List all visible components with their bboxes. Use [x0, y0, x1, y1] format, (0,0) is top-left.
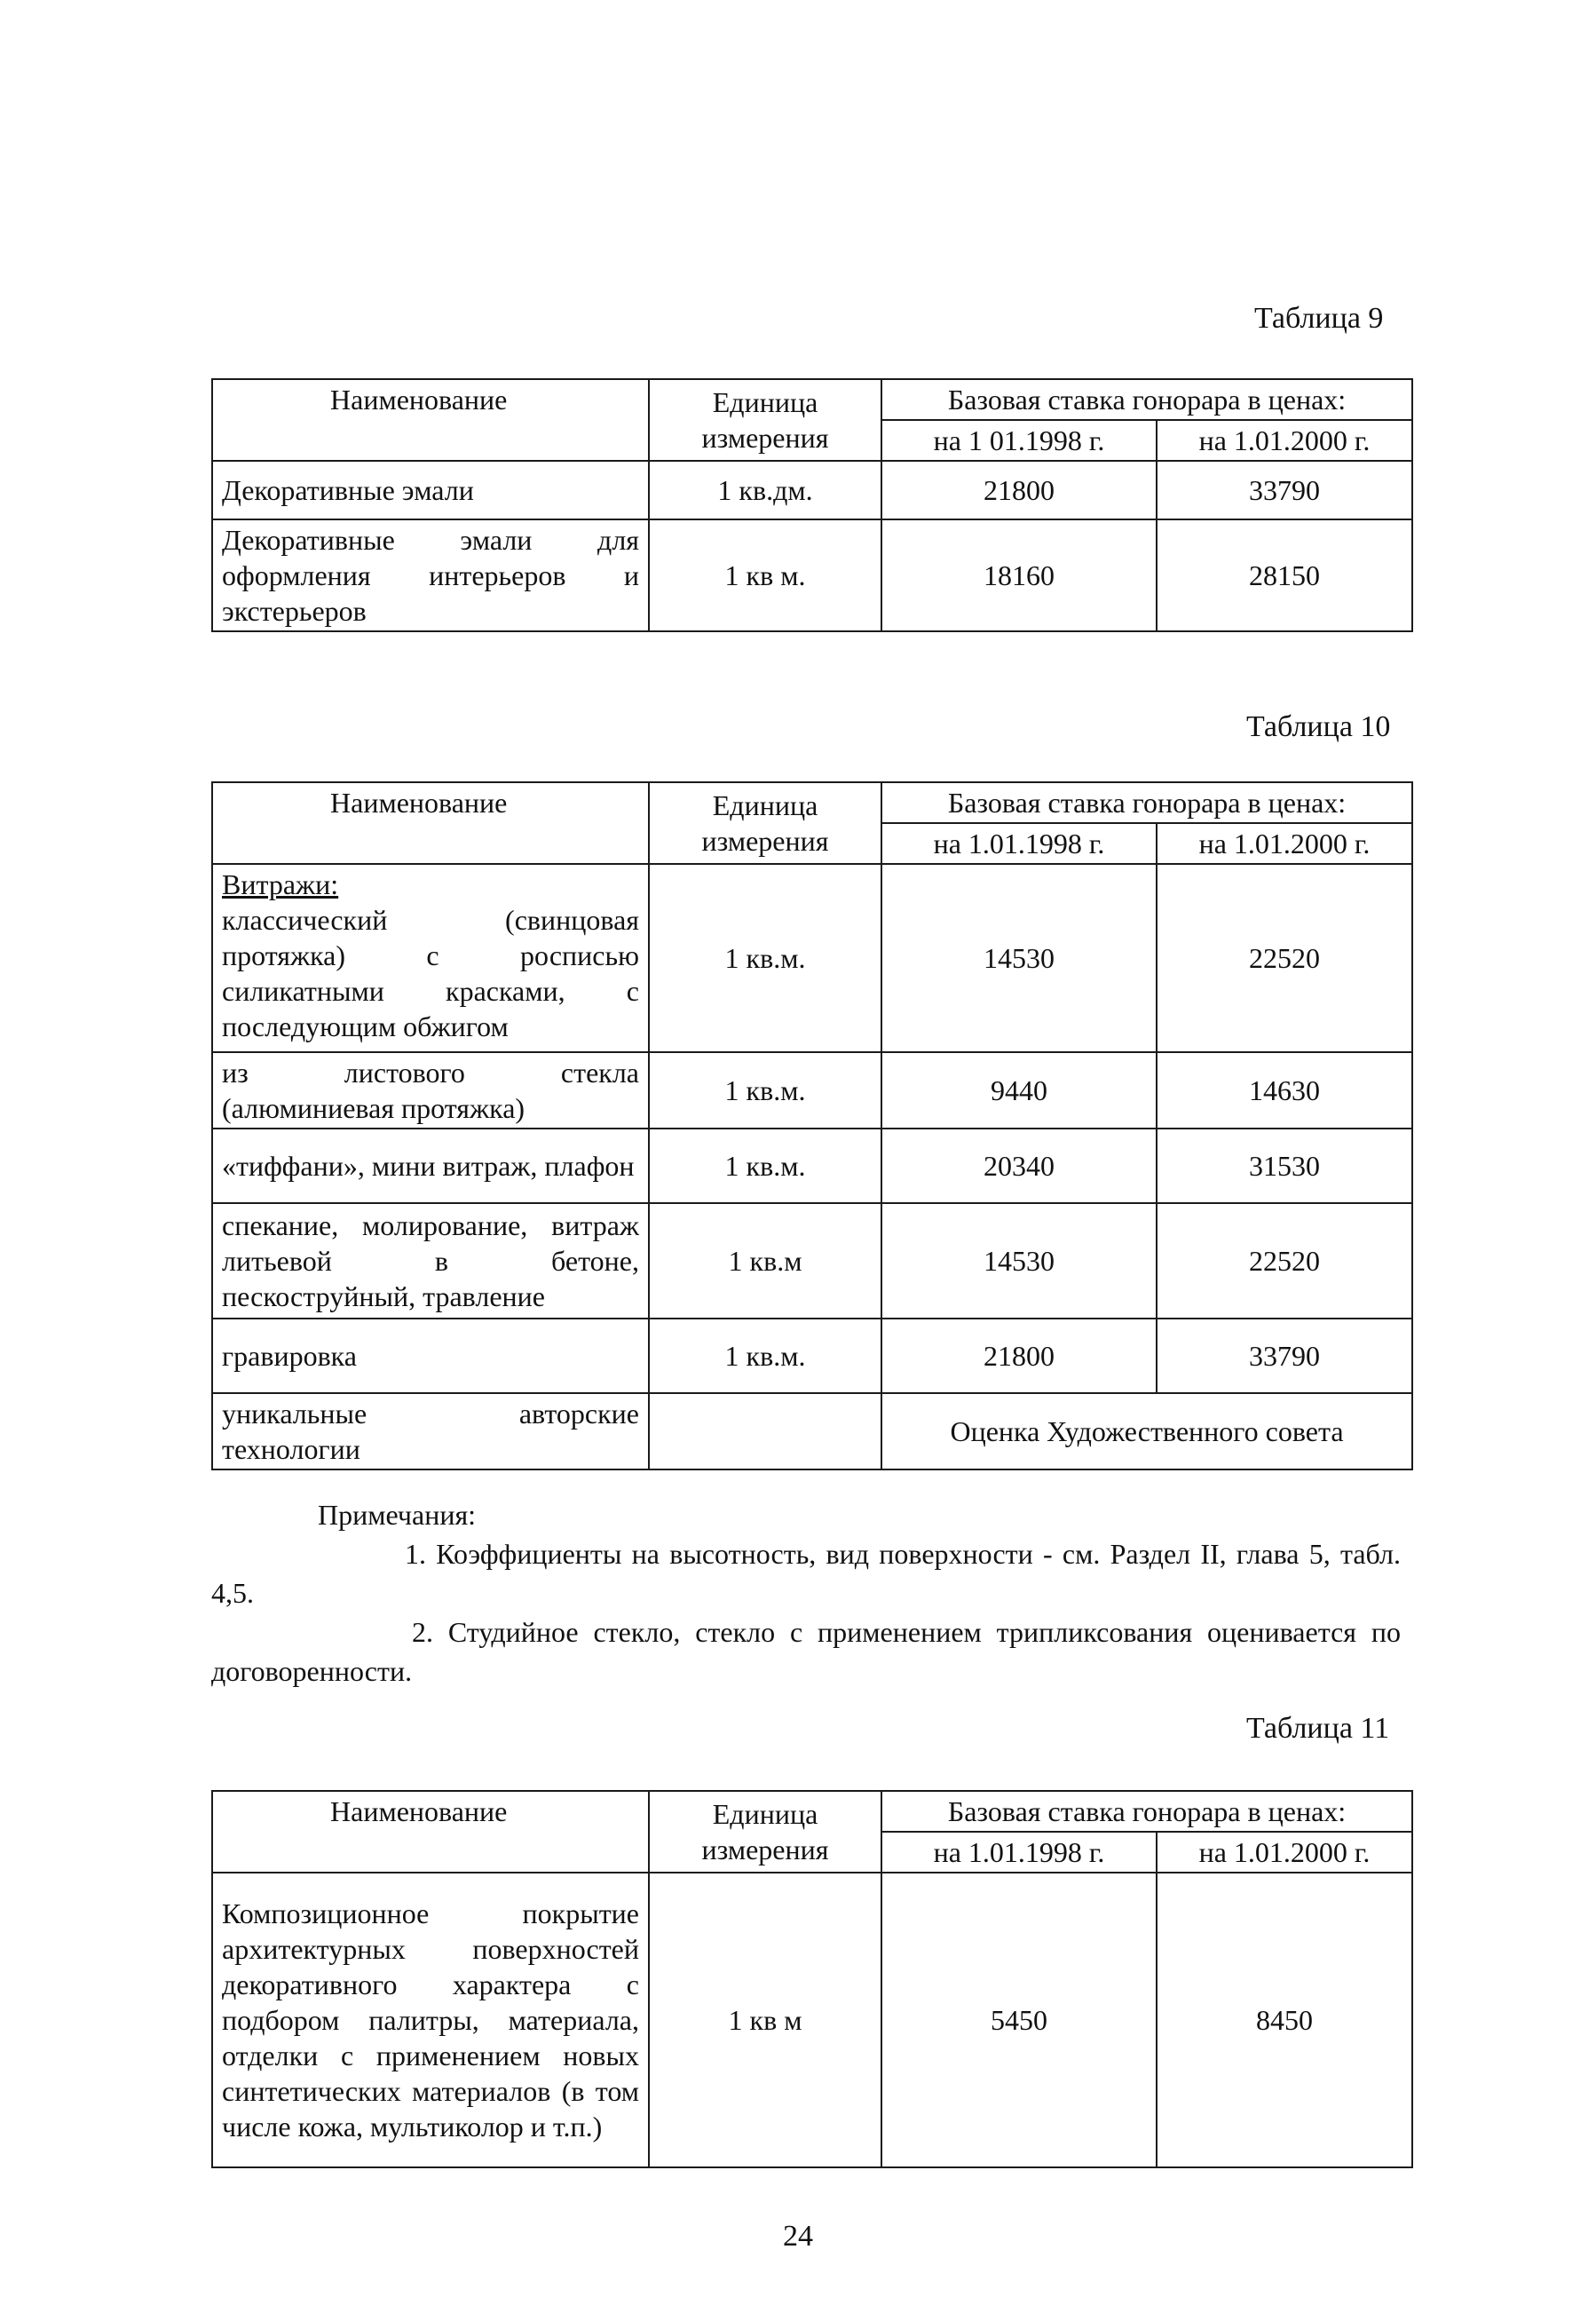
table-row: [212, 1393, 1412, 1469]
table9-header-name: Наименование: [212, 379, 649, 461]
row-value-1998: 14530: [881, 864, 1157, 1052]
table-row: [212, 1319, 1412, 1393]
table-row: [212, 1129, 1412, 1203]
row-name: Композиционное покрытие архитектурных поверхностей декоративного характера с подбором палитры, материала, отделки с применением новых синтетических материалов (в том числе кожа, мультиколор и т.п.): [212, 1873, 649, 2167]
page-number: 24: [783, 2220, 813, 2253]
table9-header-2000: на 1.01.2000 г.: [1157, 420, 1412, 461]
row-value-2000: 22520: [1157, 864, 1412, 1052]
group-title: Витражи:: [222, 868, 339, 900]
row-unit: 1 кв.м.: [649, 1319, 881, 1393]
table9: [211, 378, 1413, 632]
row-value-1998: 20340: [881, 1129, 1157, 1203]
table10-header-unit: Единица измерения: [649, 782, 881, 864]
row-name: гравировка: [212, 1319, 649, 1393]
table10-header-name: Наименование: [212, 782, 649, 864]
table10-caption: Таблица 10: [1246, 710, 1391, 743]
table11-header-name: Наименование: [212, 1791, 649, 1873]
row-unit: 1 кв.м.: [649, 864, 881, 1052]
row-unit: 1 кв.дм.: [649, 461, 881, 519]
row-value-2000: 33790: [1157, 461, 1412, 519]
table9-caption: Таблица 9: [1254, 302, 1384, 335]
note-2: 2. Студийное стекло, стекло с применением трипликсования оценивается по договоренности.: [211, 1616, 1401, 1687]
table-row: [212, 519, 1412, 631]
table11-header-1998: на 1.01.1998 г.: [881, 1832, 1157, 1873]
table10-header-rate: Базовая ставка гонорара в ценах:: [881, 782, 1412, 823]
row-value-2000: 14630: [1157, 1052, 1412, 1129]
table11-caption: Таблица 11: [1246, 1712, 1390, 1745]
table11: [211, 1790, 1413, 2168]
row-value-1998: 18160: [881, 519, 1157, 631]
notes-title: Примечания:: [318, 1499, 477, 1531]
row-value-2000: 8450: [1157, 1873, 1412, 2167]
row-name: уникальные авторские технологии: [212, 1393, 649, 1469]
row-unit: 1 кв м.: [649, 519, 881, 631]
table10-header-2000: на 1.01.2000 г.: [1157, 823, 1412, 864]
row-name: Декоративные эмали для оформления интерьеров и экстерьеров: [212, 519, 649, 631]
row-unit: 1 кв.м.: [649, 1052, 881, 1129]
row-value-2000: 31530: [1157, 1129, 1412, 1203]
table11-header-unit: Единица измерения: [649, 1791, 881, 1873]
table10-header-1998: на 1.01.1998 г.: [881, 823, 1157, 864]
row-value-1998: 5450: [881, 1873, 1157, 2167]
row-unit: 1 кв.м: [649, 1203, 881, 1319]
row-name: [212, 864, 649, 1052]
table-row: [212, 1873, 1412, 2167]
row-unit: [649, 1393, 881, 1469]
table-row: [212, 864, 1412, 1052]
row-value-1998: 21800: [881, 1319, 1157, 1393]
table9-header-rate: Базовая ставка гонорара в ценах:: [881, 379, 1412, 420]
row-value-1998: 14530: [881, 1203, 1157, 1319]
table-row: [212, 461, 1412, 519]
row-name-text: классический (свинцовая протяжка) с росписью силикатными красками, с последующим обжигом: [222, 904, 639, 1042]
row-name: Декоративные эмали: [212, 461, 649, 519]
row-value-1998: 9440: [881, 1052, 1157, 1129]
row-unit: 1 кв.м.: [649, 1129, 881, 1203]
table11-header-rate: Базовая ставка гонорара в ценах:: [881, 1791, 1412, 1832]
notes: [211, 1495, 1401, 1691]
row-merged-evaluation: Оценка Художественного совета: [881, 1393, 1412, 1469]
table10: [211, 781, 1413, 1470]
note-1: 1. Коэффициенты на высотность, вид поверхности - см. Раздел II, глава 5, табл. 4,5.: [211, 1538, 1401, 1609]
row-value-1998: 21800: [881, 461, 1157, 519]
row-value-2000: 22520: [1157, 1203, 1412, 1319]
row-unit: 1 кв м: [649, 1873, 881, 2167]
table9-header-1998: на 1 01.1998 г.: [881, 420, 1157, 461]
row-name: из листового стекла (алюминиевая протяжка): [212, 1052, 649, 1129]
row-name: спекание, молирование, витраж литьевой в бетоне, пескоструйный, травление: [212, 1203, 649, 1319]
row-value-2000: 28150: [1157, 519, 1412, 631]
table9-header-unit: Единица измерения: [649, 379, 881, 461]
table11-header-2000: на 1.01.2000 г.: [1157, 1832, 1412, 1873]
row-value-2000: 33790: [1157, 1319, 1412, 1393]
table-row: [212, 1203, 1412, 1319]
table-row: [212, 1052, 1412, 1129]
row-name: «тиффани», мини витраж, плафон: [212, 1129, 649, 1203]
